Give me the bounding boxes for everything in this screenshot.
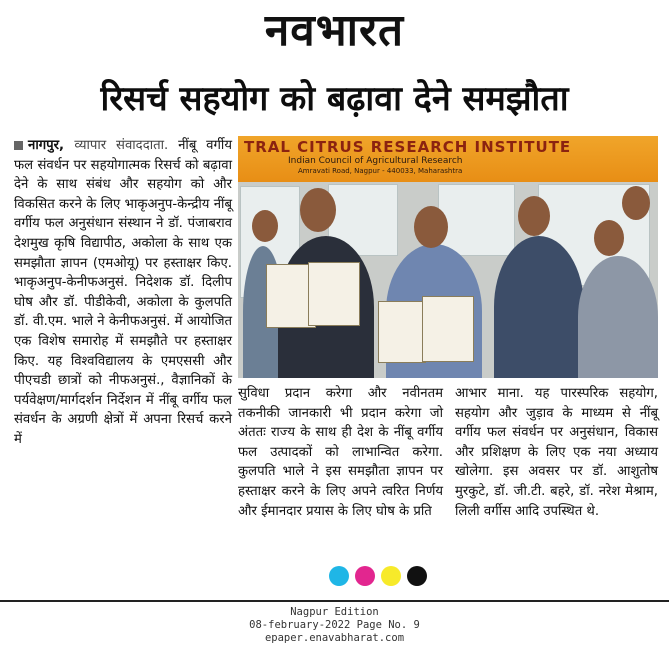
person-head xyxy=(622,186,650,220)
yellow-dot-icon xyxy=(381,566,401,586)
wall-poster xyxy=(438,184,515,256)
person-right xyxy=(494,236,584,378)
person-head xyxy=(252,210,278,242)
article-photo xyxy=(238,136,658,378)
footer-date-page: 08-february-2022 Page No. 9 xyxy=(249,619,420,631)
masthead-title: नवभारत xyxy=(264,5,405,56)
photo-banner-address: Amravati Road, Nagpur - 440033, Maharashtra xyxy=(298,167,463,175)
footer-edition: Nagpur Edition xyxy=(290,606,379,618)
article-headline: रिसर्च सहयोग को बढ़ावा देने समझौता xyxy=(100,79,569,119)
person-head xyxy=(518,196,550,236)
registration-marks xyxy=(329,566,429,586)
magenta-dot-icon xyxy=(355,566,375,586)
article-column-1 xyxy=(14,136,232,450)
dateline-place: नागपुर, xyxy=(28,138,65,153)
photo-banner-title: TRAL CITRUS RESEARCH INSTITUTE xyxy=(244,138,572,156)
dateline-agency: व्यापार संवाददाता. xyxy=(74,138,169,153)
article-column-2: सुविधा प्रदान करेगा और नवीनतम तकनीकी जानकारी भी प्रदान करेगा जो अंततः राज्य के साथ ही देश के नींबू वर्गीय फल उत्पादकों को लाभान्वित करेगा. कुलपति भाले ने इस समझौता ज्ञापन पर हस्ताक्षर करने के लिए अपने त्वरित निर्णय और ईमानदार प्रयास के लिए घोष के प्रति xyxy=(238,386,443,519)
person-head xyxy=(414,206,448,248)
dateline xyxy=(14,138,74,153)
mou-document xyxy=(378,301,426,363)
cyan-dot-icon xyxy=(329,566,349,586)
column-1-text: नींबू वर्गीय फल संवर्धन पर सहयोगात्मक रिसर्च को बढ़ावा देने के साथ संबंध और सहयोग को और विकसित करने के लिए भाकृअनुप-केन्द्रीय नींबू वर्गीय फल अनुसंधान संस्थान ने डॉ. पंजाबराव देशमुख कृषि विद्यापीठ, अकोला के साथ एक समझौता ज्ञापन (एमओयू) पर हस्ताक्षर किए. भाकृअनुप-केनीफअनुसं. निदेशक डॉ. दिलीप घोष और डॉ. पीडीकेवी, अकोला के कुलपति डॉ. वी.एम. भाले ने केनीफअनुसं. में आयोजित एक विशेष समारोह में समझौते पर हस्ताक्षर किए. यह विश्वविद्यालय के एमएससी और पीएचडी छात्रों को नीफअनुसं., वैज्ञानिकों के पर्यवेक्षण/मार्गदर्शन निर्देशन में नींबू वर्गीय फल संवर्धन के अग्रणी क्षेत्रों में अपना रिसर्च करने में xyxy=(14,138,233,447)
dateline-bullet-icon xyxy=(14,141,23,150)
page-footer xyxy=(0,606,669,645)
footer-divider xyxy=(0,600,669,602)
person-head xyxy=(594,220,624,256)
person-far-right xyxy=(578,256,658,378)
footer-site-link[interactable]: epaper.enavabharat.com xyxy=(264,632,405,644)
article-column-3: आभार माना. यह पारस्परिक सहयोग, सहयोग और जुड़ाव के माध्यम से नींबू वर्गीय फल संवर्धन पर अनुसंधान, विकास और प्रशिक्षण के लिए एक नया अध्याय खोलेगा. इस अवसर पर डॉ. आशुतोष मुरकुटे, डॉ. जी.टी. बहरे, डॉ. नरेश मेश्राम, लिली वर्गीस आदि उपस्थित थे. xyxy=(455,386,658,519)
photo-banner-subtitle: Indian Council of Agricultural Research xyxy=(288,156,463,166)
photo-banner xyxy=(238,136,658,182)
black-dot-icon xyxy=(407,566,427,586)
mou-document xyxy=(422,296,474,362)
mou-document xyxy=(308,262,360,326)
person-head xyxy=(300,188,336,232)
